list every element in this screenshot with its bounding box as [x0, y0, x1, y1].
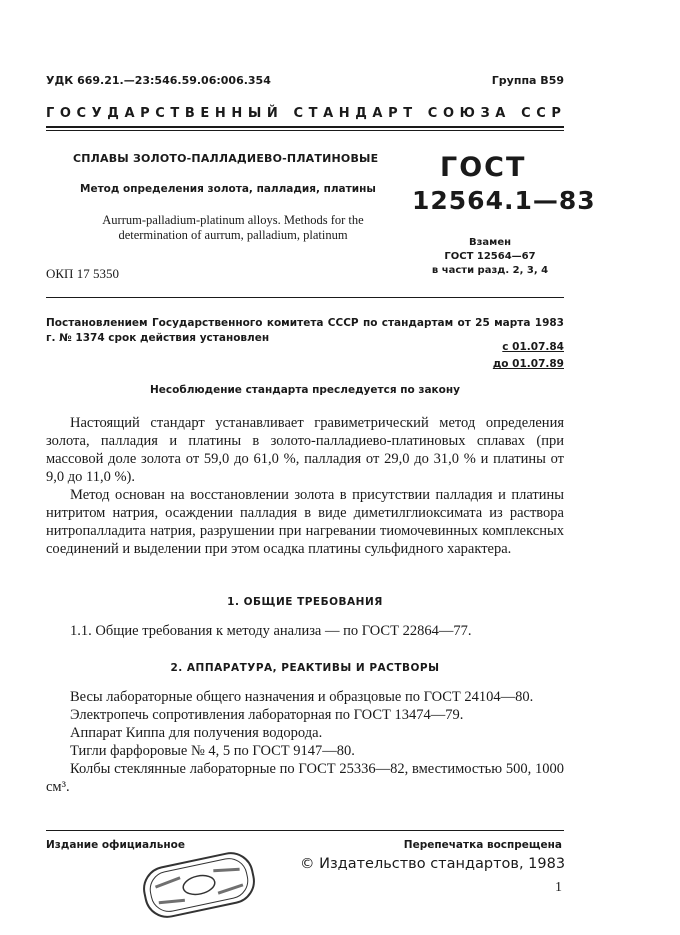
group-code: Группа В59 — [491, 74, 564, 87]
footer-divider — [46, 830, 564, 831]
document-subtitle: Метод определения золота, палладия, платины — [80, 183, 376, 195]
section-1-paragraph: 1.1. Общие требования к методу анализа — по ГОСТ 22864—77. — [70, 623, 472, 639]
list-item: Аппарат Киппа для получения водорода. — [70, 725, 323, 741]
list-item: Колбы стеклянные лабораторные по ГОСТ 25336—82, вместимостью 500, 1000 см³. — [46, 761, 564, 795]
edition-label: Издание официальное — [46, 839, 185, 851]
section-1-heading: 1. ОБЩИЕ ТРЕБОВАНИЯ — [227, 596, 383, 608]
replaces-label: Взамен — [468, 237, 512, 248]
gost-label: ГОСТ — [440, 152, 527, 183]
list-item: Тигли фарфоровые № 4, 5 по ГОСТ 9147—80. — [70, 743, 355, 759]
reprint-notice: Перепечатка воспрещена — [403, 839, 562, 851]
okp-code: ОКП 17 5350 — [46, 266, 119, 281]
standard-title: ГОСУДАРСТВЕННЫЙ СТАНДАРТ СОЮЗА ССР — [46, 106, 567, 121]
udk-code: УДК 669.21.—23:546.59.06:006.354 — [46, 74, 271, 87]
replaces-parts: в части разд. 2, 3, 4 — [431, 265, 549, 276]
library-stamp-icon — [134, 850, 264, 920]
title-divider — [46, 297, 564, 298]
decree-text: Постановлением Государственного комитета СССР по стандартам от 25 марта 1983 г. № 1374 срок действия установлен — [46, 317, 564, 344]
valid-from: с 01.07.84 — [502, 341, 564, 353]
header-divider — [46, 126, 564, 131]
page-number: 1 — [555, 880, 562, 895]
copyright-notice: © Издательство стандартов, 1983 — [300, 856, 566, 872]
valid-to: до 01.07.89 — [492, 358, 564, 370]
legal-notice: Несоблюдение стандарта преследуется по закону — [150, 384, 460, 396]
replaces-gost: ГОСТ 12564—67 — [444, 251, 536, 262]
intro-paragraph: Настоящий стандарт устанавливает гравиметрический метод определения золота, палладия и платины в золото-палладиево-платиновых сплавах (при массовой доле золота от 59,0 до 61,0 %, палладия от 29,0 до 31,0 % и платины от 9,0 до 11,0 %). — [46, 415, 564, 485]
list-item: Электропечь сопротивления лабораторная по ГОСТ 13474—79. — [70, 707, 464, 723]
method-paragraph: Метод основан на восстановлении золота в присутствии палладия и платины нитритом натрия, осаждении палладия в виде диметилглиоксимата из раствора нитропалладита натрия, разрушении при нагревании тиомочевинных комплексных соединений и выделении при этом осадка платины сульфидного характера. — [46, 487, 564, 557]
document-title: СПЛАВЫ ЗОЛОТО-ПАЛЛАДИЕВО-ПЛАТИНОВЫЕ — [73, 152, 379, 165]
equipment-list — [46, 688, 564, 796]
list-item: Весы лабораторные общего назначения и образцовые по ГОСТ 24104—80. — [70, 689, 534, 705]
gost-number: 12564.1—83 — [412, 186, 596, 215]
english-title: Aurrum-palladium-platinum alloys. Methods for the determination of aurrum, palladium, platinum — [102, 213, 364, 242]
replaces-block — [420, 236, 560, 278]
section-2-heading: 2. АППАРАТУРА, РЕАКТИВЫ И РАСТВОРЫ — [170, 662, 440, 674]
